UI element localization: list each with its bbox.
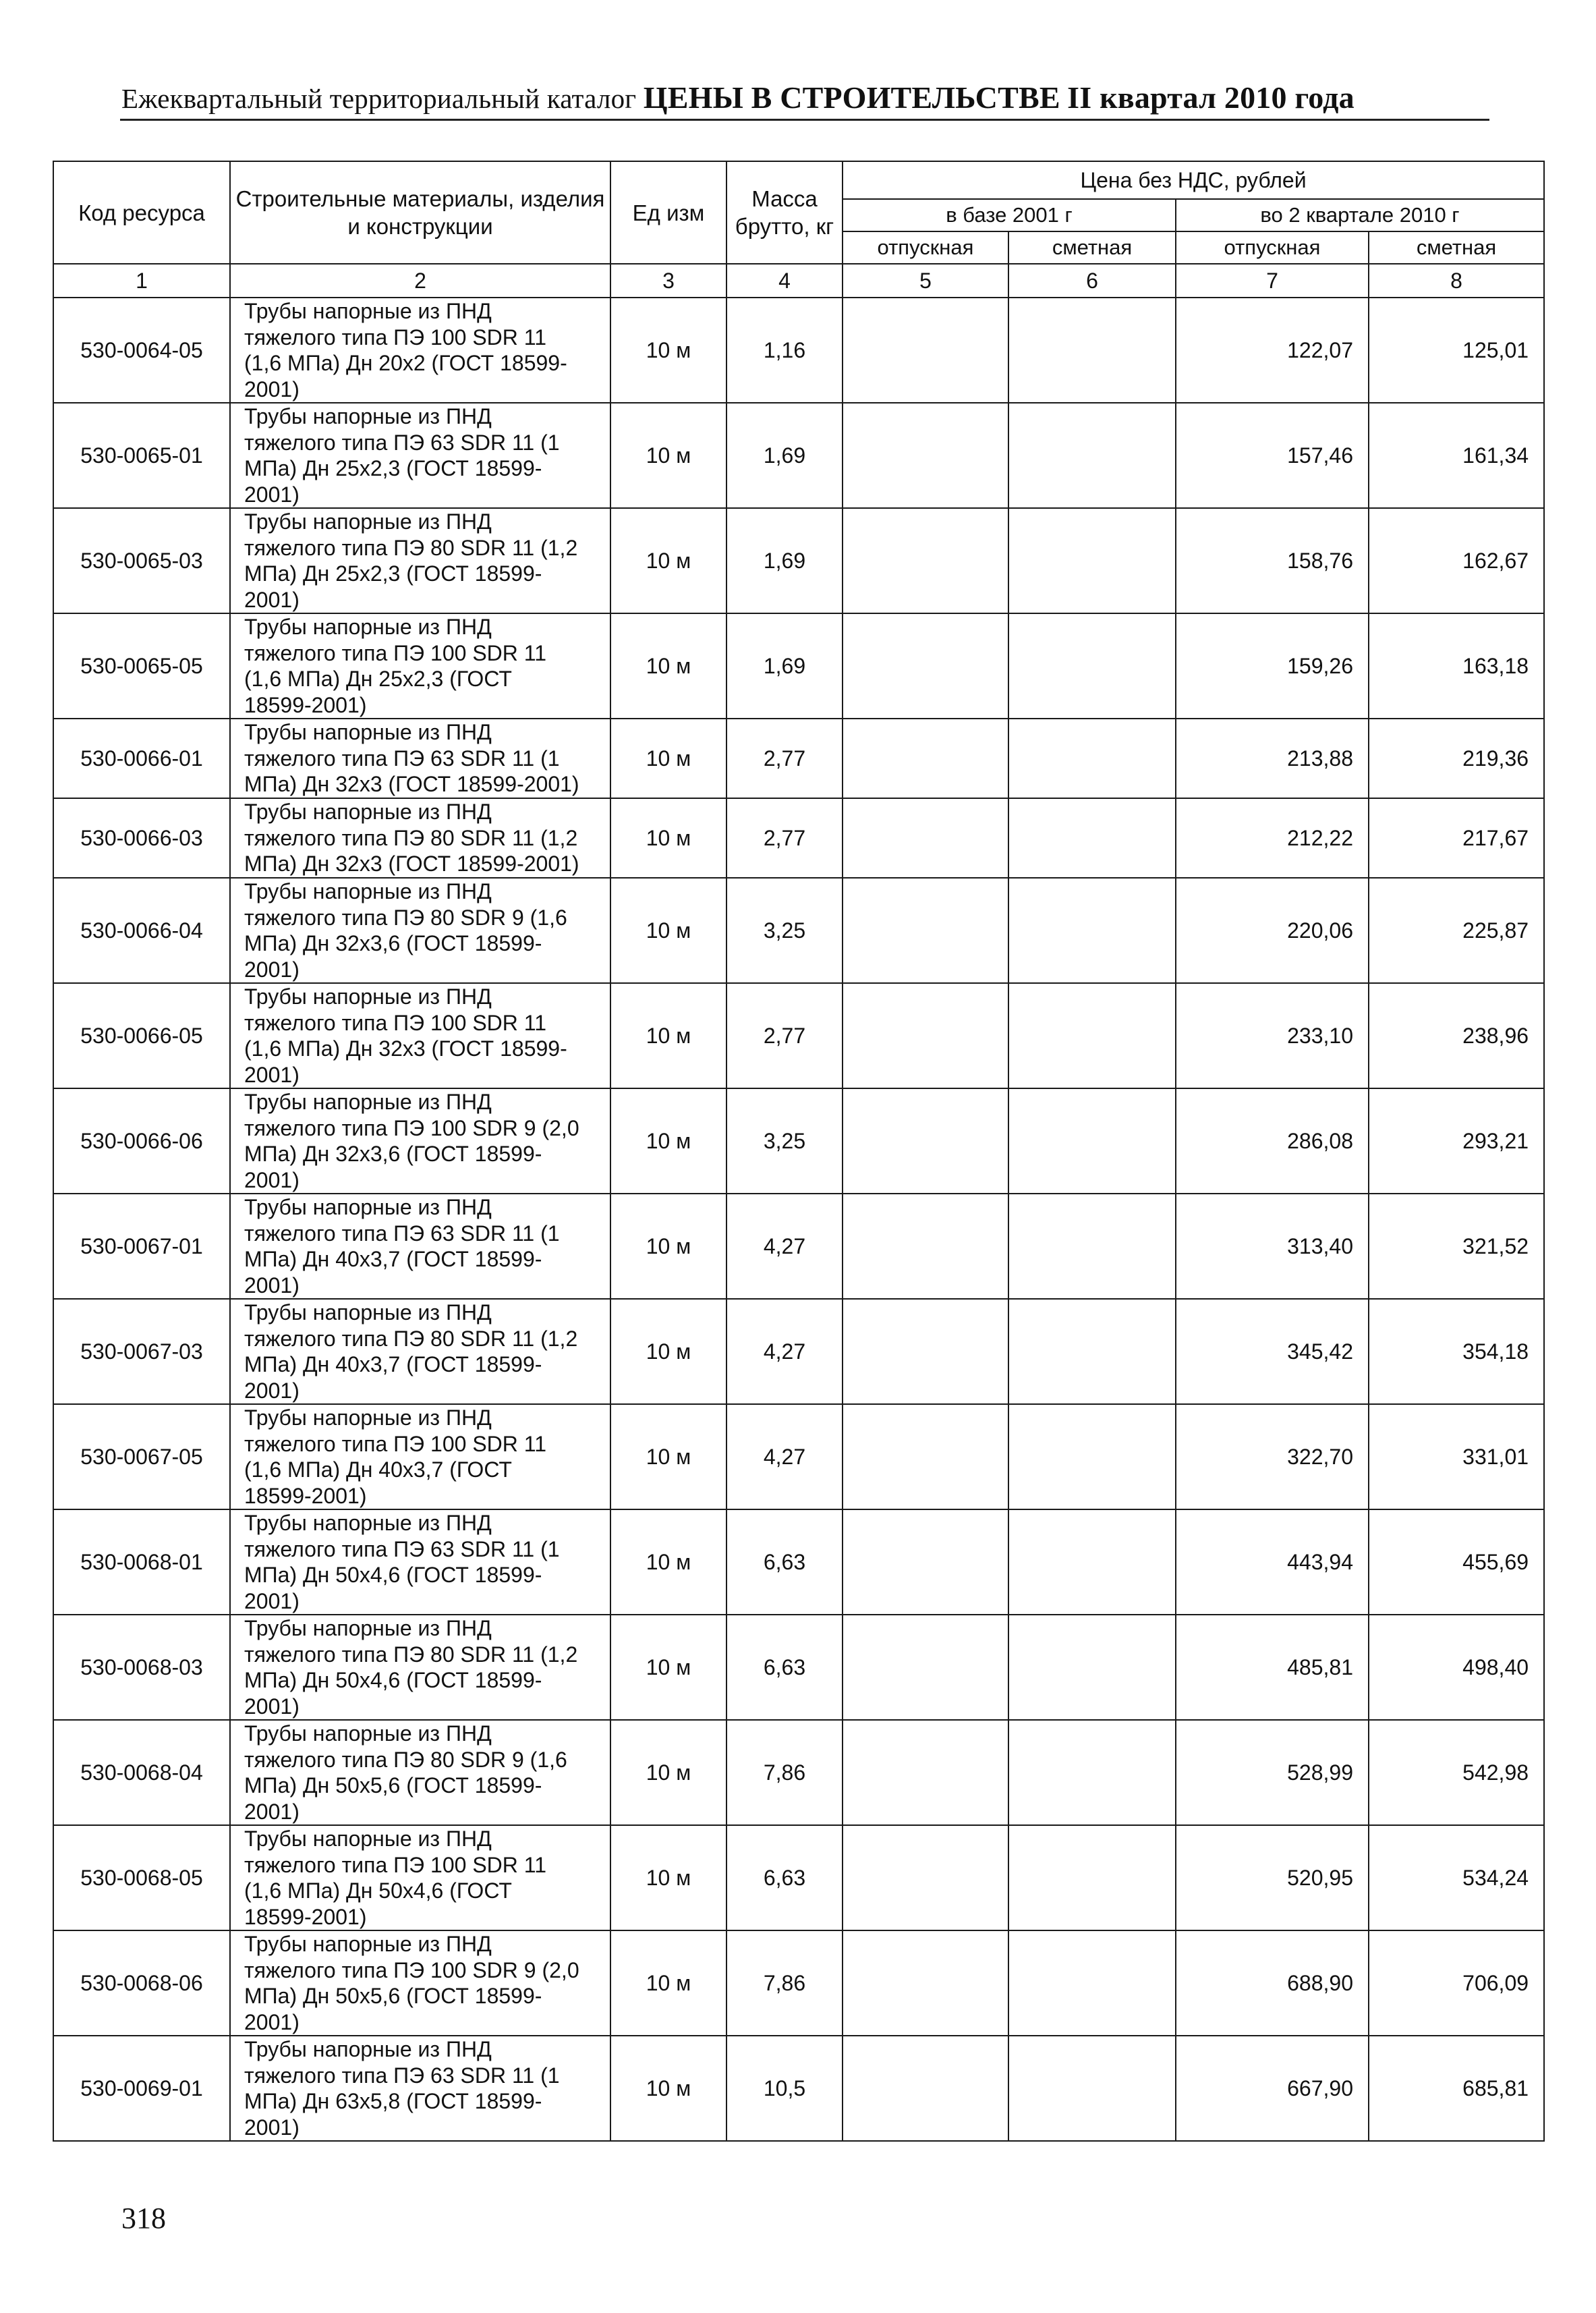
description-line: 2001) xyxy=(244,1167,300,1192)
gross-mass: 7,86 xyxy=(726,1720,843,1825)
description-line: МПа) Дн 32х3 (ГОСТ 18599-2001) xyxy=(244,852,579,876)
base-release-price xyxy=(843,1720,1008,1825)
unit-of-measure: 10 м xyxy=(610,719,726,798)
description-line: МПа) Дн 40х3,7 (ГОСТ 18599- xyxy=(244,1352,542,1376)
description-line: Трубы напорные из ПНД xyxy=(244,1827,492,1851)
material-description xyxy=(230,508,610,613)
estimate-price: 293,21 xyxy=(1369,1088,1544,1194)
resource-code: 530-0068-04 xyxy=(53,1720,230,1825)
base-estimate-price xyxy=(1008,1404,1176,1509)
description-line: тяжелого типа ПЭ 80 SDR 9 (1,6 xyxy=(244,1747,567,1772)
gross-mass: 3,25 xyxy=(726,1088,843,1194)
base-release-price xyxy=(843,298,1008,403)
table-row xyxy=(53,298,1544,403)
unit-of-measure: 10 м xyxy=(610,613,726,719)
base-release-price xyxy=(843,2036,1008,2141)
resource-code: 530-0066-06 xyxy=(53,1088,230,1194)
column-number: 5 xyxy=(843,264,1008,298)
resource-code: 530-0065-05 xyxy=(53,613,230,719)
description-line: Трубы напорные из ПНД xyxy=(244,2037,492,2061)
base-release-price xyxy=(843,1615,1008,1720)
table-row xyxy=(53,1930,1544,2036)
description-line: 2001) xyxy=(244,1588,300,1613)
release-price: 157,46 xyxy=(1176,403,1369,508)
estimate-price: 542,98 xyxy=(1369,1720,1544,1825)
base-estimate-price xyxy=(1008,1194,1176,1299)
description-line: тяжелого типа ПЭ 80 SDR 11 (1,2 xyxy=(244,1642,578,1667)
table-row xyxy=(53,878,1544,983)
table-row xyxy=(53,1088,1544,1194)
description-line: 18599-2001) xyxy=(244,1483,367,1508)
header-release-2010: отпускная xyxy=(1176,231,1369,264)
table-row xyxy=(53,1299,1544,1404)
gross-mass: 10,5 xyxy=(726,2036,843,2141)
unit-of-measure: 10 м xyxy=(610,1299,726,1404)
unit-of-measure: 10 м xyxy=(610,798,726,878)
unit-of-measure: 10 м xyxy=(610,508,726,613)
unit-of-measure: 10 м xyxy=(610,2036,726,2141)
header-mass: Масса брутто, кг xyxy=(726,161,843,264)
gross-mass: 6,63 xyxy=(726,1615,843,1720)
description-line: тяжелого типа ПЭ 80 SDR 11 (1,2 xyxy=(244,535,578,560)
release-price: 122,07 xyxy=(1176,298,1369,403)
table-row xyxy=(53,1194,1544,1299)
description-line: (1,6 МПа) Дн 50х4,6 (ГОСТ xyxy=(244,1878,512,1903)
estimate-price: 161,34 xyxy=(1369,403,1544,508)
resource-code: 530-0065-03 xyxy=(53,508,230,613)
description-line: тяжелого типа ПЭ 63 SDR 11 (1 xyxy=(244,1536,560,1561)
unit-of-measure: 10 м xyxy=(610,1404,726,1509)
table-row xyxy=(53,508,1544,613)
base-estimate-price xyxy=(1008,1088,1176,1194)
base-release-price xyxy=(843,798,1008,878)
base-estimate-price xyxy=(1008,1720,1176,1825)
resource-code: 530-0066-04 xyxy=(53,878,230,983)
estimate-price: 354,18 xyxy=(1369,1299,1544,1404)
table-row xyxy=(53,1404,1544,1509)
base-release-price xyxy=(843,1299,1008,1404)
material-description xyxy=(230,1825,610,1930)
description-line: тяжелого типа ПЭ 80 SDR 9 (1,6 xyxy=(244,905,567,930)
release-price: 220,06 xyxy=(1176,878,1369,983)
material-description xyxy=(230,1194,610,1299)
gross-mass: 1,69 xyxy=(726,613,843,719)
material-description xyxy=(230,1509,610,1615)
release-price: 233,10 xyxy=(1176,983,1369,1088)
description-line: (1,6 МПа) Дн 25х2,3 (ГОСТ xyxy=(244,667,512,691)
resource-code: 530-0067-03 xyxy=(53,1299,230,1404)
estimate-price: 534,24 xyxy=(1369,1825,1544,1930)
column-number-row xyxy=(53,264,1544,298)
price-table xyxy=(53,161,1545,2142)
description-line: 2001) xyxy=(244,482,300,507)
release-price: 520,95 xyxy=(1176,1825,1369,1930)
resource-code: 530-0064-05 xyxy=(53,298,230,403)
base-release-price xyxy=(843,508,1008,613)
description-line: тяжелого типа ПЭ 100 SDR 11 xyxy=(244,325,546,350)
unit-of-measure: 10 м xyxy=(610,1088,726,1194)
description-line: Трубы напорные из ПНД xyxy=(244,1195,492,1219)
header-estimate-base: сметная xyxy=(1008,231,1176,264)
base-estimate-price xyxy=(1008,983,1176,1088)
release-price: 213,88 xyxy=(1176,719,1369,798)
release-price: 313,40 xyxy=(1176,1194,1369,1299)
description-line: тяжелого типа ПЭ 63 SDR 11 (1 xyxy=(244,746,560,771)
gross-mass: 4,27 xyxy=(726,1194,843,1299)
estimate-price: 455,69 xyxy=(1369,1509,1544,1615)
unit-of-measure: 10 м xyxy=(610,1825,726,1930)
gross-mass: 1,16 xyxy=(726,298,843,403)
header-base-2001: в базе 2001 г xyxy=(843,199,1176,231)
base-release-price xyxy=(843,878,1008,983)
column-number: 1 xyxy=(53,264,230,298)
resource-code: 530-0067-01 xyxy=(53,1194,230,1299)
resource-code: 530-0067-05 xyxy=(53,1404,230,1509)
estimate-price: 498,40 xyxy=(1369,1615,1544,1720)
base-estimate-price xyxy=(1008,798,1176,878)
base-release-price xyxy=(843,613,1008,719)
description-line: 2001) xyxy=(244,1694,300,1719)
base-estimate-price xyxy=(1008,613,1176,719)
description-line: МПа) Дн 32х3,6 (ГОСТ 18599- xyxy=(244,1142,542,1166)
resource-code: 530-0066-01 xyxy=(53,719,230,798)
base-release-price xyxy=(843,1930,1008,2036)
base-release-price xyxy=(843,1088,1008,1194)
material-description xyxy=(230,1930,610,2036)
table-row xyxy=(53,983,1544,1088)
table-row xyxy=(53,1720,1544,1825)
description-line: Трубы напорные из ПНД xyxy=(244,509,492,534)
unit-of-measure: 10 м xyxy=(610,298,726,403)
base-estimate-price xyxy=(1008,1930,1176,2036)
header-release-base: отпускная xyxy=(843,231,1008,264)
description-line: МПа) Дн 25х2,3 (ГОСТ 18599- xyxy=(244,561,542,586)
estimate-price: 219,36 xyxy=(1369,719,1544,798)
description-line: Трубы напорные из ПНД xyxy=(244,1721,492,1746)
base-estimate-price xyxy=(1008,508,1176,613)
header-name: Строительные материалы, изделия и конструкции xyxy=(230,161,610,264)
description-line: 18599-2001) xyxy=(244,1904,367,1929)
release-price: 286,08 xyxy=(1176,1088,1369,1194)
page-number: 318 xyxy=(121,2202,166,2235)
unit-of-measure: 10 м xyxy=(610,1509,726,1615)
material-description xyxy=(230,1615,610,1720)
description-line: МПа) Дн 40х3,7 (ГОСТ 18599- xyxy=(244,1247,542,1271)
base-estimate-price xyxy=(1008,878,1176,983)
base-estimate-price xyxy=(1008,1825,1176,1930)
resource-code: 530-0066-03 xyxy=(53,798,230,878)
base-release-price xyxy=(843,1825,1008,1930)
unit-of-measure: 10 м xyxy=(610,403,726,508)
description-line: (1,6 МПа) Дн 20х2 (ГОСТ 18599- xyxy=(244,351,567,375)
gross-mass: 2,77 xyxy=(726,798,843,878)
description-line: тяжелого типа ПЭ 63 SDR 11 (1 xyxy=(244,1221,560,1246)
description-line: МПа) Дн 25х2,3 (ГОСТ 18599- xyxy=(244,456,542,480)
description-line: МПа) Дн 32х3,6 (ГОСТ 18599- xyxy=(244,931,542,955)
resource-code: 530-0068-06 xyxy=(53,1930,230,2036)
table-row xyxy=(53,613,1544,719)
material-description xyxy=(230,1720,610,1825)
running-head-title: ЦЕНЫ В СТРОИТЕЛЬСТВЕ xyxy=(643,80,1060,115)
header-price-group: Цена без НДС, рублей xyxy=(843,161,1544,199)
unit-of-measure: 10 м xyxy=(610,878,726,983)
base-estimate-price xyxy=(1008,403,1176,508)
description-line: 2001) xyxy=(244,587,300,612)
unit-of-measure: 10 м xyxy=(610,1930,726,2036)
header-code: Код ресурса xyxy=(53,161,230,264)
column-number: 6 xyxy=(1008,264,1176,298)
gross-mass: 2,77 xyxy=(726,719,843,798)
base-release-price xyxy=(843,983,1008,1088)
description-line: Трубы напорные из ПНД xyxy=(244,720,492,745)
header-q2-2010: во 2 квартале 2010 г xyxy=(1176,199,1544,231)
material-description xyxy=(230,983,610,1088)
estimate-price: 331,01 xyxy=(1369,1404,1544,1509)
description-line: тяжелого типа ПЭ 63 SDR 11 (1 xyxy=(244,2063,560,2088)
description-line: Трубы напорные из ПНД xyxy=(244,984,492,1009)
base-release-price xyxy=(843,719,1008,798)
release-price: 158,76 xyxy=(1176,508,1369,613)
table-row xyxy=(53,719,1544,798)
table-row xyxy=(53,2036,1544,2141)
description-line: МПа) Дн 50х4,6 (ГОСТ 18599- xyxy=(244,1563,542,1587)
description-line: МПа) Дн 50х5,6 (ГОСТ 18599- xyxy=(244,1773,542,1798)
running-head-period: II квартал 2010 года xyxy=(1067,80,1355,115)
description-line: 2001) xyxy=(244,1378,300,1403)
resource-code: 530-0068-05 xyxy=(53,1825,230,1930)
gross-mass: 6,63 xyxy=(726,1509,843,1615)
table-row xyxy=(53,403,1544,508)
description-line: Трубы напорные из ПНД xyxy=(244,1616,492,1640)
material-description xyxy=(230,1404,610,1509)
release-price: 667,90 xyxy=(1176,2036,1369,2141)
gross-mass: 6,63 xyxy=(726,1825,843,1930)
table-body xyxy=(53,298,1544,2141)
description-line: тяжелого типа ПЭ 80 SDR 11 (1,2 xyxy=(244,825,578,850)
estimate-price: 321,52 xyxy=(1369,1194,1544,1299)
description-line: 2001) xyxy=(244,1062,300,1087)
material-description xyxy=(230,798,610,878)
base-estimate-price xyxy=(1008,2036,1176,2141)
estimate-price: 162,67 xyxy=(1369,508,1544,613)
base-release-price xyxy=(843,403,1008,508)
description-line: тяжелого типа ПЭ 100 SDR 11 xyxy=(244,1010,546,1035)
table-row xyxy=(53,1615,1544,1720)
description-line: 2001) xyxy=(244,1273,300,1298)
column-number: 4 xyxy=(726,264,843,298)
base-estimate-price xyxy=(1008,1615,1176,1720)
description-line: Трубы напорные из ПНД xyxy=(244,1932,492,1956)
gross-mass: 4,27 xyxy=(726,1299,843,1404)
description-line: МПа) Дн 63х5,8 (ГОСТ 18599- xyxy=(244,2089,542,2113)
estimate-price: 125,01 xyxy=(1369,298,1544,403)
description-line: 2001) xyxy=(244,1799,300,1824)
gross-mass: 1,69 xyxy=(726,403,843,508)
description-line: тяжелого типа ПЭ 100 SDR 11 xyxy=(244,1852,546,1877)
resource-code: 530-0066-05 xyxy=(53,983,230,1088)
description-line: тяжелого типа ПЭ 100 SDR 9 (2,0 xyxy=(244,1115,579,1140)
estimate-price: 225,87 xyxy=(1369,878,1544,983)
material-description xyxy=(230,403,610,508)
release-price: 528,99 xyxy=(1176,1720,1369,1825)
column-number: 7 xyxy=(1176,264,1369,298)
description-line: тяжелого типа ПЭ 100 SDR 11 xyxy=(244,640,546,665)
gross-mass: 3,25 xyxy=(726,878,843,983)
material-description xyxy=(230,298,610,403)
description-line: 2001) xyxy=(244,2009,300,2034)
description-line: Трубы напорные из ПНД xyxy=(244,1511,492,1535)
release-price: 443,94 xyxy=(1176,1509,1369,1615)
release-price: 322,70 xyxy=(1176,1404,1369,1509)
base-estimate-price xyxy=(1008,1299,1176,1404)
base-estimate-price xyxy=(1008,1509,1176,1615)
table-row xyxy=(53,798,1544,878)
base-release-price xyxy=(843,1194,1008,1299)
unit-of-measure: 10 м xyxy=(610,1194,726,1299)
description-line: тяжелого типа ПЭ 100 SDR 9 (2,0 xyxy=(244,1957,579,1982)
running-head-rule xyxy=(120,119,1489,121)
resource-code: 530-0065-01 xyxy=(53,403,230,508)
description-line: Трубы напорные из ПНД xyxy=(244,615,492,639)
description-line: МПа) Дн 32х3 (ГОСТ 18599-2001) xyxy=(244,772,579,797)
header-unit: Ед изм xyxy=(610,161,726,264)
release-price: 212,22 xyxy=(1176,798,1369,878)
estimate-price: 706,09 xyxy=(1369,1930,1544,2036)
description-line: МПа) Дн 50х4,6 (ГОСТ 18599- xyxy=(244,1668,542,1692)
table-row xyxy=(53,1825,1544,1930)
estimate-price: 685,81 xyxy=(1369,2036,1544,2141)
estimate-price: 217,67 xyxy=(1369,798,1544,878)
column-number: 8 xyxy=(1369,264,1544,298)
unit-of-measure: 10 м xyxy=(610,1720,726,1825)
gross-mass: 2,77 xyxy=(726,983,843,1088)
description-line: Трубы напорные из ПНД xyxy=(244,1300,492,1325)
base-release-price xyxy=(843,1404,1008,1509)
description-line: МПа) Дн 50х5,6 (ГОСТ 18599- xyxy=(244,1984,542,2008)
material-description xyxy=(230,1299,610,1404)
description-line: Трубы напорные из ПНД xyxy=(244,299,492,323)
release-price: 688,90 xyxy=(1176,1930,1369,2036)
description-line: (1,6 МПа) Дн 32х3 (ГОСТ 18599- xyxy=(244,1036,567,1061)
estimate-price: 238,96 xyxy=(1369,983,1544,1088)
description-line: 2001) xyxy=(244,377,300,401)
column-number: 3 xyxy=(610,264,726,298)
base-release-price xyxy=(843,1509,1008,1615)
description-line: Трубы напорные из ПНД xyxy=(244,879,492,903)
material-description xyxy=(230,878,610,983)
unit-of-measure: 10 м xyxy=(610,1615,726,1720)
description-line: Трубы напорные из ПНД xyxy=(244,1090,492,1114)
description-line: Трубы напорные из ПНД xyxy=(244,404,492,428)
description-line: 18599-2001) xyxy=(244,692,367,717)
description-line: Трубы напорные из ПНД xyxy=(244,1405,492,1430)
release-price: 485,81 xyxy=(1176,1615,1369,1720)
gross-mass: 7,86 xyxy=(726,1930,843,2036)
table-row xyxy=(53,1509,1544,1615)
resource-code: 530-0068-01 xyxy=(53,1509,230,1615)
description-line: тяжелого типа ПЭ 100 SDR 11 xyxy=(244,1431,546,1456)
estimate-price: 163,18 xyxy=(1369,613,1544,719)
resource-code: 530-0069-01 xyxy=(53,2036,230,2141)
running-head xyxy=(121,80,1355,115)
base-estimate-price xyxy=(1008,298,1176,403)
material-description xyxy=(230,719,610,798)
running-head-prefix: Ежеквартальный территориальный каталог xyxy=(121,83,637,114)
material-description xyxy=(230,2036,610,2141)
description-line: 2001) xyxy=(244,957,300,982)
description-line: 2001) xyxy=(244,2115,300,2140)
column-number: 2 xyxy=(230,264,610,298)
material-description xyxy=(230,1088,610,1194)
gross-mass: 4,27 xyxy=(726,1404,843,1509)
release-price: 159,26 xyxy=(1176,613,1369,719)
description-line: тяжелого типа ПЭ 63 SDR 11 (1 xyxy=(244,430,560,455)
description-line: тяжелого типа ПЭ 80 SDR 11 (1,2 xyxy=(244,1326,578,1351)
description-line: Трубы напорные из ПНД xyxy=(244,800,492,825)
resource-code: 530-0068-03 xyxy=(53,1615,230,1720)
release-price: 345,42 xyxy=(1176,1299,1369,1404)
base-estimate-price xyxy=(1008,719,1176,798)
gross-mass: 1,69 xyxy=(726,508,843,613)
header-estimate-2010: сметная xyxy=(1369,231,1544,264)
material-description xyxy=(230,613,610,719)
unit-of-measure: 10 м xyxy=(610,983,726,1088)
description-line: (1,6 МПа) Дн 40х3,7 (ГОСТ xyxy=(244,1457,512,1482)
